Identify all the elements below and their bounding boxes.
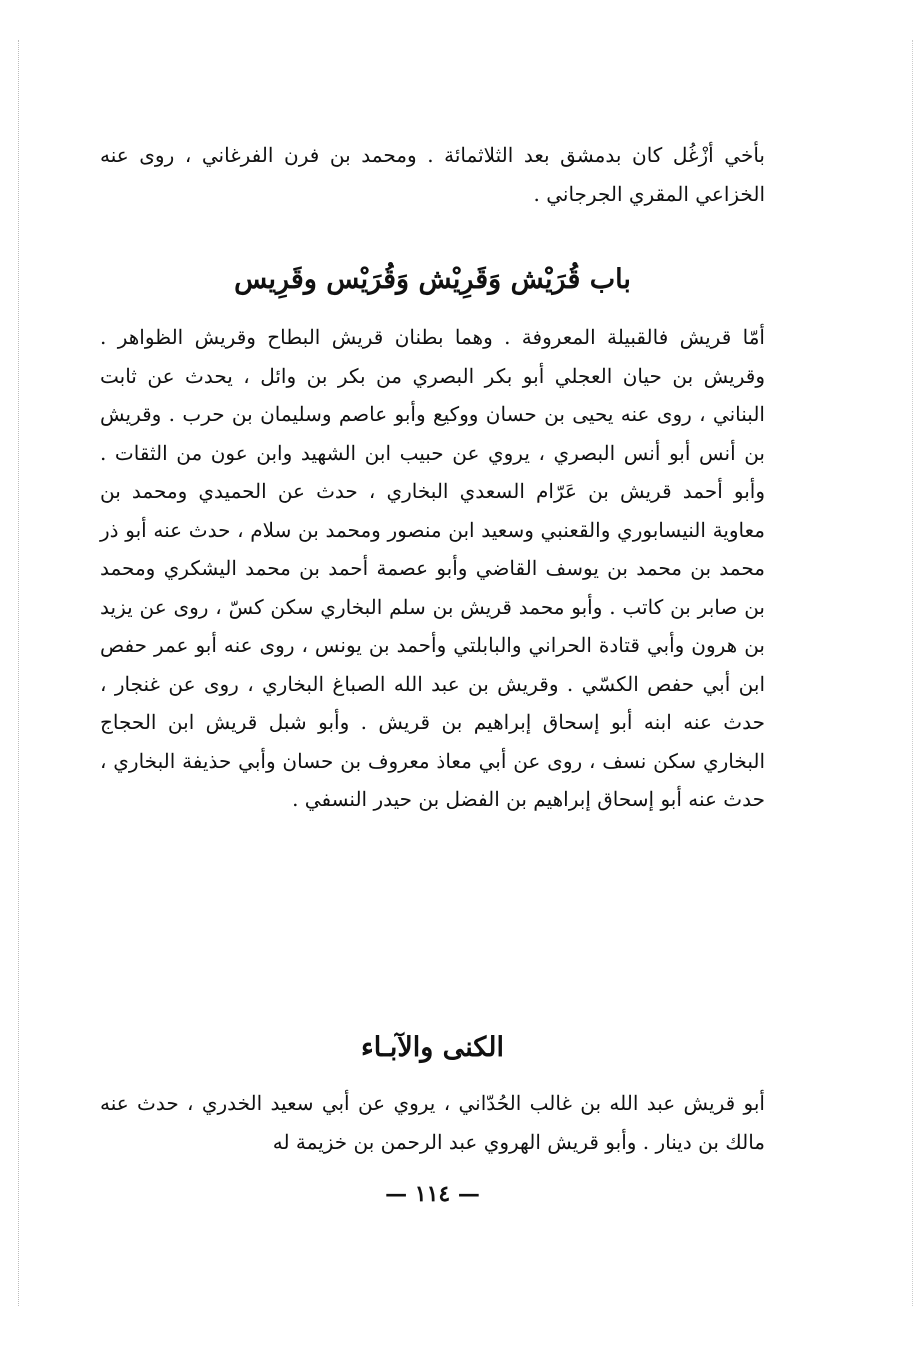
intro-paragraph: بأخي أزْغُل كان بدمشق بعد الثلاثمائة . ومحمد بن فرن الفرغاني ، روى عنه الخزاعي المقري الجرجاني .	[100, 143, 765, 206]
left-margin-guide	[18, 40, 19, 1306]
section-heading-quraysh: باب قُرَيْش وَقَرِيْش وَقُرَيْس وقَرِيس	[234, 264, 631, 295]
right-margin-guide	[912, 40, 913, 1306]
section-heading-kuna: الكنى والآبـاء	[361, 1032, 504, 1063]
section-paragraph-quraysh: أمّا قريش فالقبيلة المعروفة . وهما بطنان قريش البطاح وقريش الظواهر . وقريش بن حيان العجلي أبو بكر البصري من بكر بن وائل ، يحدث عن ثابت البناني ، روى عنه يحيى بن حسان ووكيع وأبو عاصم وسليمان بن حرب . وقريش بن أنس أبو أنس البصري ، يروي عن حبيب ابن الشهيد وابن عون من الثقات . وأبو أحمد قريش بن عَرّام السعدي البخاري ، حدث عن الحميدي ومحمد بن معاوية النيسابوري والقعنبي وسعيد ابن منصور ومحمد بن سلام ، حدث عنه أبو ذر محمد بن محمد بن يوسف القاضي وأبو عصمة أحمد بن محمد اليشكري ومحمد بن صابر بن كاتب . وأبو محمد قريش بن سلم البخاري سكن كسّ ، روى عن يزيد بن هرون وأبي قتادة الحراني والبابلتي وأحمد بن يونس ، روى عنه أبو عمر حفص ابن أبي حفص الكسّي . وقريش بن عبد الله الصباغ البخاري ، روى عن غنجار ، حدث عنه ابنه أبو إسحاق إبراهيم بن قريش . وأبو شبل قريش ابن الحجاج البخاري سكن نسف ، روى عن أبي معاذ معروف بن حسان وأبي حذيفة البخاري ، حدث عنه أبو إسحاق إبراهيم بن الفضل بن حيدر النسفي .	[100, 325, 765, 811]
page-number: — ١١٤ —	[385, 1181, 480, 1207]
section-paragraph-kuna: أبو قريش عبد الله بن غالب الحُدّاني ، يروي عن أبي سعيد الخدري ، حدث عنه مالك بن دينار . وأبو قريش الهروي عبد الرحمن بن خزيمة له	[100, 1091, 765, 1154]
